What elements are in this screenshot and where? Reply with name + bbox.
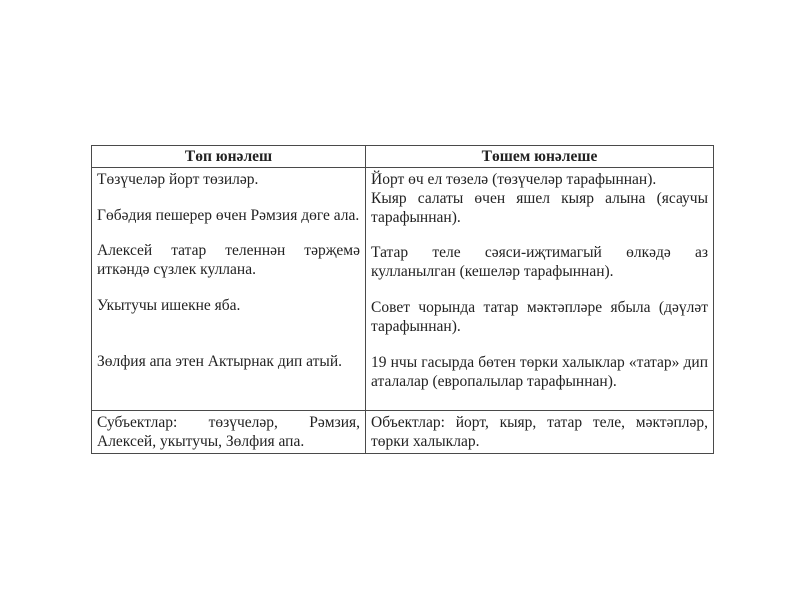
active-sentence-1: Төзүчеләр йорт төзиләр.	[97, 171, 259, 188]
header-passive-voice: Төшем юнәлеше	[366, 146, 714, 168]
objects-summary-cell	[366, 411, 714, 454]
passive-sentence-4: Совет чорында татар мәктәпләре ябыла (дәүләт тарафыннан).	[371, 299, 708, 335]
passive-sentence-5: 19 нчы гасырда бөтен төрки халыклар «татар» дип аталалар (европалылар тарафыннан).	[371, 354, 708, 390]
passive-sentence-1: Йорт өч ел төзелә (төзүчеләр тарафыннан).	[371, 171, 657, 188]
voice-comparison-table	[91, 145, 714, 454]
objects-summary: Объектлар: йорт, кыяр, татар теле, мәктәпләр, төрки халыклар.	[371, 414, 708, 450]
passive-sentence-3: Татар теле сәяси-иҗтимагый өлкәдә аз кулланылган (кешеләр тарафыннан).	[371, 244, 708, 280]
examples-row	[92, 168, 714, 411]
subjects-summary: Субъектлар: төзүчеләр, Рәмзия, Алексей, укытучы, Зөлфия апа.	[97, 414, 360, 450]
header-active-voice: Төп юнәлеш	[92, 146, 366, 168]
active-sentence-4: Укытучы ишекне яба.	[97, 297, 241, 314]
passive-voice-examples-cell	[366, 168, 714, 411]
active-sentence-5: Зөлфия апа этен Актырнак дип атый.	[97, 353, 343, 370]
header-row	[92, 146, 714, 168]
active-sentence-2: Гөбәдия пешерер өчен Рәмзия дөге ала.	[97, 207, 360, 224]
active-voice-examples-cell	[92, 168, 366, 411]
subjects-summary-cell	[92, 411, 366, 454]
passive-sentence-2: Кыяр салаты өчен яшел кыяр алына (ясаучы тарафыннан).	[371, 190, 708, 226]
summary-row	[92, 411, 714, 454]
active-sentence-3: Алексей татар теленнән тәрҗемә иткәндә сүзлек куллана.	[97, 242, 360, 278]
